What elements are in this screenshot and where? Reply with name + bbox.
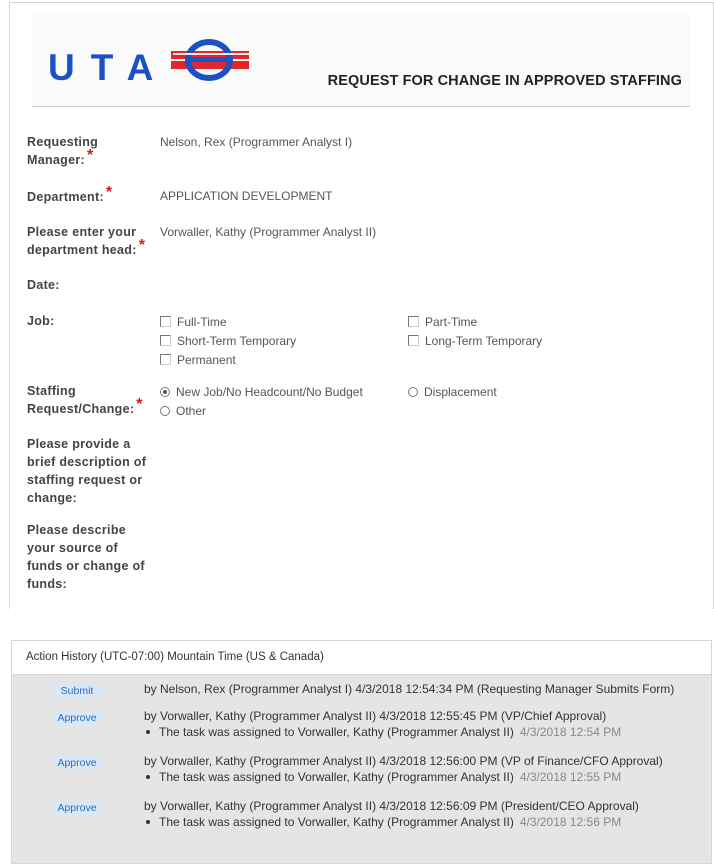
history-task-text: The task was assigned to Vorwaller, Kathy (Programmer Analyst II)	[159, 725, 514, 739]
description-label	[27, 435, 146, 507]
funds-label-line: your source of	[27, 541, 119, 555]
job-option-permanent[interactable]	[160, 352, 236, 368]
checkbox-icon[interactable]	[160, 316, 171, 327]
department-head-label-line1: Please enter your	[27, 225, 137, 239]
bullet-icon	[146, 820, 150, 824]
job-option-full-time[interactable]	[160, 314, 227, 330]
history-task-time: 4/3/2018 12:56 PM	[519, 815, 622, 829]
department-label	[27, 184, 113, 206]
history-task-text: The task was assigned to Vorwaller, Kathy (Programmer Analyst II)	[159, 815, 514, 829]
staffing-label-line2: Request/Change:	[27, 402, 135, 416]
staffing-option-label: Other	[176, 404, 207, 418]
staffing-option-label: New Job/No Headcount/No Budget	[176, 385, 363, 399]
action-history-panel	[11, 640, 712, 864]
requesting-manager-label-line2: Manager:	[27, 153, 85, 167]
staffing-label-line1: Staffing	[27, 384, 76, 398]
job-option-label: Full-Time	[177, 315, 227, 329]
history-entry-text: by Vorwaller, Kathy (Programmer Analyst II) 4/3/2018 12:55:45 PM (VP/Chief Approval)	[144, 709, 607, 723]
funds-label-line: funds or change of	[27, 559, 145, 573]
description-label-line: change:	[27, 491, 78, 505]
description-label-line: staffing request or	[27, 473, 143, 487]
description-label-line: brief description of	[27, 455, 147, 469]
bullet-icon	[146, 775, 150, 779]
history-entry-text: by Vorwaller, Kathy (Programmer Analyst II) 4/3/2018 12:56:00 PM (VP of Finance/CFO Approval)	[144, 754, 663, 768]
department-head-label	[27, 223, 145, 259]
form-panel	[9, 2, 714, 609]
checkbox-icon[interactable]	[408, 316, 419, 327]
funds-label-line: funds:	[27, 577, 67, 591]
department-head-label-line2: department head:	[27, 243, 137, 257]
approve-badge: Approve	[52, 756, 102, 770]
requesting-manager-label-line1: Requesting	[27, 135, 99, 149]
radio-icon[interactable]	[408, 387, 418, 397]
funds-label	[27, 521, 145, 593]
history-task-line	[144, 769, 621, 785]
funds-label-line: Please describe	[27, 523, 127, 537]
approve-badge: Approve	[52, 711, 102, 725]
radio-selected-icon[interactable]	[160, 387, 170, 397]
requesting-manager-label	[27, 133, 98, 169]
staffing-option-other[interactable]	[160, 403, 206, 419]
checkbox-icon[interactable]	[160, 354, 171, 365]
history-task-time: 4/3/2018 12:55 PM	[519, 770, 622, 784]
job-label: Job:	[27, 314, 55, 328]
uta-logo-icon	[171, 37, 251, 83]
submit-badge: Submit	[52, 684, 102, 698]
job-option-label: Part-Time	[425, 315, 478, 329]
date-label: Date:	[27, 278, 60, 292]
bullet-icon	[146, 730, 150, 734]
job-option-long-term[interactable]	[408, 333, 542, 349]
required-marker: *	[138, 237, 146, 254]
staffing-option-displacement[interactable]	[408, 384, 497, 400]
radio-icon[interactable]	[160, 406, 170, 416]
job-option-short-term[interactable]	[160, 333, 296, 349]
job-option-part-time[interactable]	[408, 314, 477, 330]
checkbox-icon[interactable]	[408, 335, 419, 346]
history-entry-text: by Vorwaller, Kathy (Programmer Analyst II) 4/3/2018 12:56:09 PM (President/CEO Approval)	[144, 799, 639, 813]
required-marker: *	[105, 184, 113, 201]
required-marker: *	[86, 147, 94, 164]
action-history-header: Action History (UTC-07:00) Mountain Time (US & Canada)	[12, 641, 711, 675]
staffing-option-label: Displacement	[424, 385, 497, 399]
uta-logo-text: UTA	[48, 47, 170, 88]
history-task-time: 4/3/2018 12:54 PM	[519, 725, 622, 739]
staffing-option-new-job[interactable]	[160, 384, 363, 400]
required-marker: *	[136, 396, 143, 413]
department-label-text: Department:	[27, 190, 104, 204]
job-option-label: Short-Term Temporary	[177, 334, 297, 348]
staffing-label	[27, 382, 143, 418]
department-head-value[interactable]: Vorwaller, Kathy (Programmer Analyst II)	[160, 225, 377, 239]
history-task-line	[144, 724, 621, 740]
job-option-label: Permanent	[177, 353, 236, 367]
requesting-manager-value[interactable]: Nelson, Rex (Programmer Analyst I)	[160, 135, 353, 149]
history-entry-text: by Nelson, Rex (Programmer Analyst I) 4/3/2018 12:54:34 PM (Requesting Manager Submits Form)	[144, 682, 675, 696]
form-header	[32, 13, 690, 107]
job-option-label: Long-Term Temporary	[425, 334, 543, 348]
history-task-line	[144, 814, 621, 830]
department-value[interactable]: APPLICATION DEVELOPMENT	[160, 189, 333, 203]
description-label-line: Please provide a	[27, 437, 131, 451]
history-task-text: The task was assigned to Vorwaller, Kathy (Programmer Analyst II)	[159, 770, 514, 784]
checkbox-icon[interactable]	[160, 335, 171, 346]
approve-badge: Approve	[52, 801, 102, 815]
form-title: REQUEST FOR CHANGE IN APPROVED STAFFING	[327, 73, 682, 89]
